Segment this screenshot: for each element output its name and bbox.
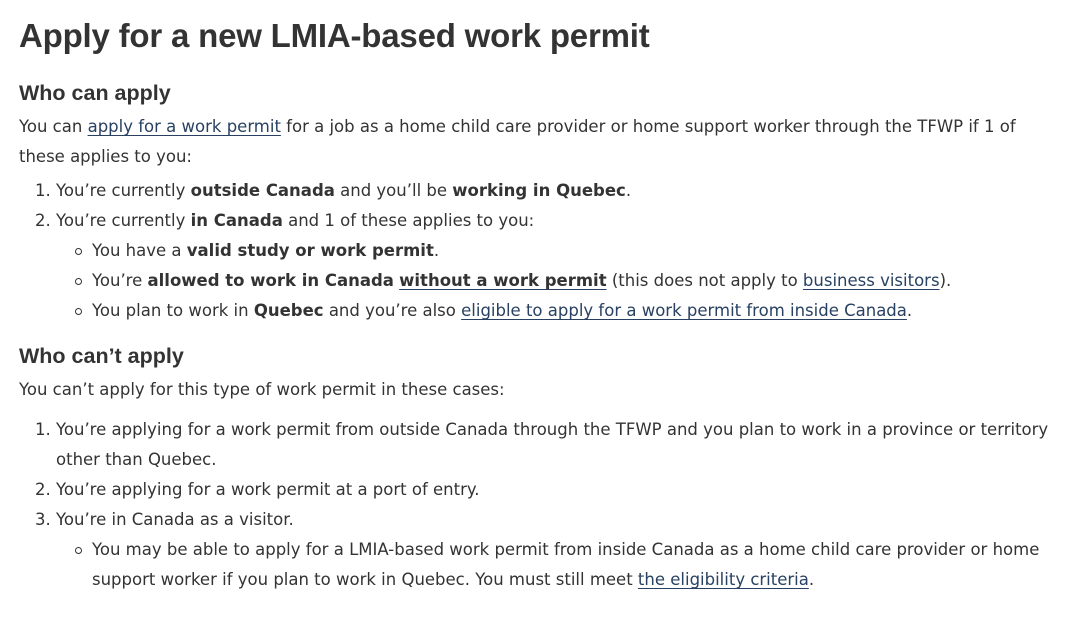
who-cant-apply-heading: Who can’t apply xyxy=(19,344,184,368)
who-can-apply-heading: Who can apply xyxy=(19,81,171,105)
list-item: 2. You’re currently in Canada and 1 of these applies to you: You have a valid study or work permit. You’re allowed to work in Canada without a work permit (this does not apply to business visitors). You plan to work in Quebec and you’re also eligible to apply for a work permit from inside Canada. xyxy=(56,206,1065,326)
list-item: You may be able to apply for a LMIA-based work permit from inside Canada as a home child care provider or home support worker if you plan to work in Quebec. You must still meet the eligibility criteria. xyxy=(92,535,1065,595)
list-item: You’re allowed to work in Canada without a work permit (this does not apply to business visitors). xyxy=(92,266,1065,296)
eligible-apply-inside-canada-link[interactable]: eligible to apply for a work permit from inside Canada xyxy=(461,301,907,320)
who-cant-apply-list xyxy=(19,415,1065,595)
list-item: 3. You’re in Canada as a visitor. You may be able to apply for a LMIA-based work permit from inside Canada as a home child care provider or home support worker if you plan to work in Quebec. You must still meet the eligibility criteria. xyxy=(56,505,1065,595)
who-can-apply-list xyxy=(19,176,1065,326)
visitor-note-list xyxy=(56,535,1065,595)
without-work-permit-link[interactable]: without a work permit xyxy=(399,271,607,290)
business-visitors-link[interactable]: business visitors xyxy=(802,271,940,290)
list-item: 1. You’re applying for a work permit from outside Canada through the TFWP and you plan to work in a province or territory other than Quebec. xyxy=(56,415,1065,475)
list-item: 1. You’re currently outside Canada and you’ll be working in Quebec. xyxy=(56,176,1065,206)
eligibility-criteria-link[interactable]: the eligibility criteria xyxy=(637,570,809,589)
page-title: Apply for a new LMIA-based work permit xyxy=(19,17,650,54)
who-can-apply-intro: You can apply for a work permit for a job as a home child care provider or home support worker through the TFWP if 1 of these applies to you: xyxy=(19,117,1016,166)
in-canada-conditions-list xyxy=(56,236,1065,326)
list-item: You plan to work in Quebec and you’re also eligible to apply for a work permit from inside Canada. xyxy=(92,296,1065,326)
apply-for-work-permit-link[interactable]: apply for a work permit xyxy=(87,117,281,136)
list-item: 2. You’re applying for a work permit at a port of entry. xyxy=(56,475,1065,505)
who-cant-apply-intro: You can’t apply for this type of work permit in these cases: xyxy=(19,380,505,399)
list-item: You have a valid study or work permit. xyxy=(92,236,1065,266)
